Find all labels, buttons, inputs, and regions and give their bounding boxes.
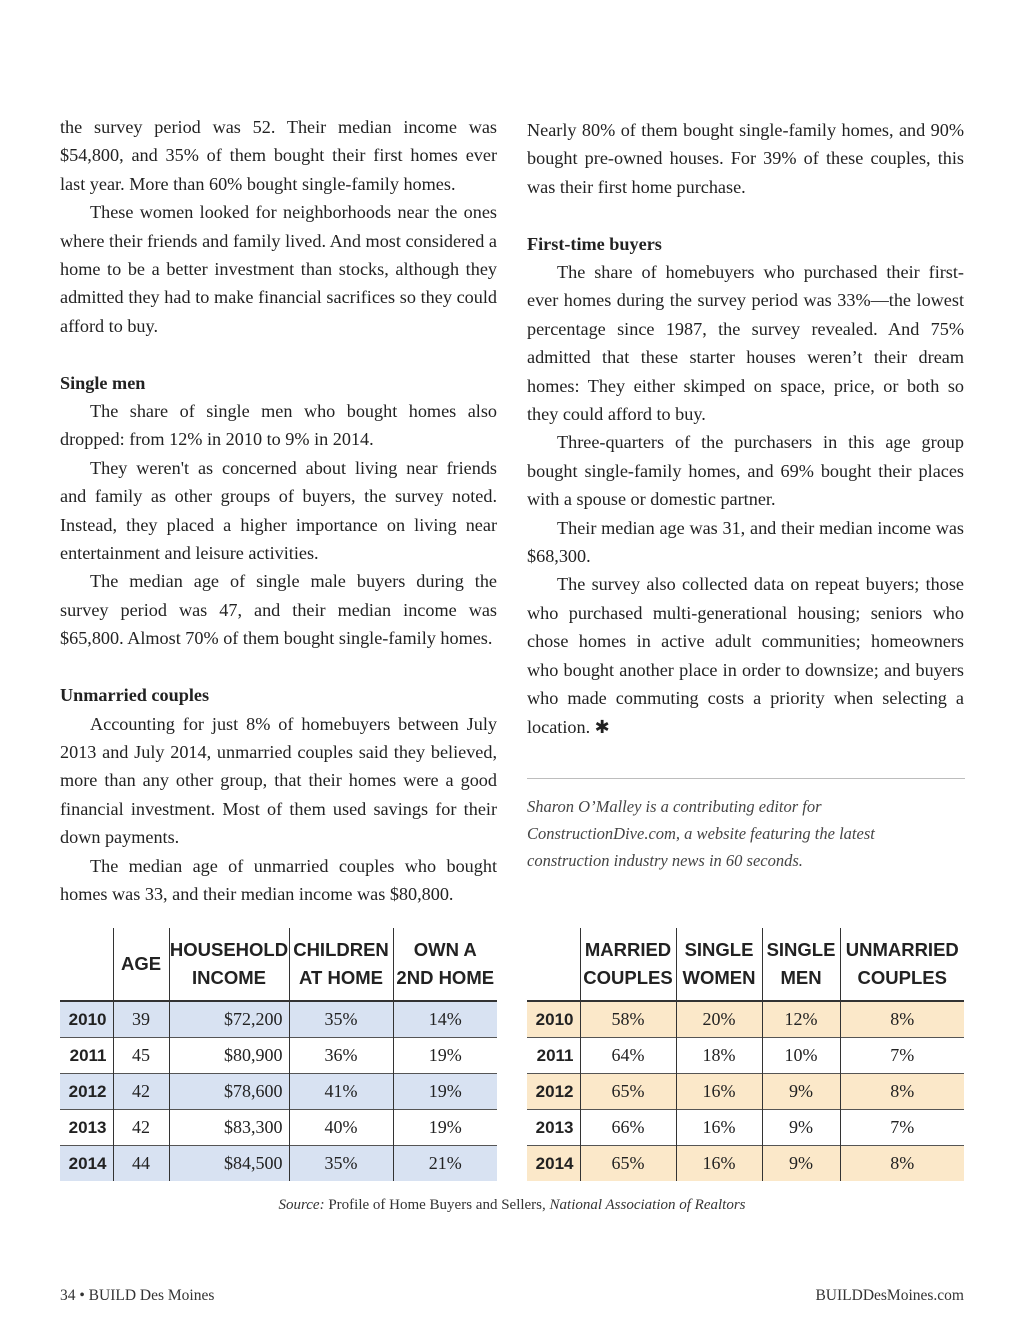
table-cell: 18% (676, 1038, 762, 1074)
table-cell: 8% (840, 1001, 964, 1038)
table-cell: $83,300 (169, 1110, 289, 1146)
table-cell: 12% (762, 1001, 840, 1038)
paragraph: Accounting for just 8% of homebuyers between July 2013 and July 2014, unmarried couples said they believed, more than any other group, that their homes were a good financial investment. Most of them used savings for their down payments. (60, 713, 497, 848)
footer-page-info: 34 • BUILD Des Moines (60, 1287, 215, 1304)
section-heading-first-time-buyers: First-time buyers (527, 233, 662, 254)
table-cell: 8% (840, 1074, 964, 1110)
table-cell: 7% (840, 1110, 964, 1146)
table-cell: 9% (762, 1110, 840, 1146)
table-row (527, 1146, 964, 1182)
year-cell: 2010 (60, 1001, 113, 1038)
column-header: SINGLE MEN (762, 928, 840, 1001)
table-cell: 21% (393, 1146, 497, 1182)
table-cell: 19% (393, 1110, 497, 1146)
table-cell: 66% (580, 1110, 676, 1146)
table-cell: 39 (113, 1001, 169, 1038)
table-cell: 7% (840, 1038, 964, 1074)
table-cell: $84,500 (169, 1146, 289, 1182)
left-text-column (60, 113, 497, 908)
table-row (527, 1074, 964, 1110)
table-cell: 64% (580, 1038, 676, 1074)
bio-line: ConstructionDive.com, a website featuring the latest (527, 824, 875, 843)
table-cell: 65% (580, 1074, 676, 1110)
paragraph: These women looked for neighborhoods near the ones where their friends and family lived. And most considered a home to be a better investment than stocks, although they admitted they had to make financial sacrifices so they could afford to buy. (60, 202, 497, 336)
table-cell: 41% (289, 1074, 393, 1110)
column-header: UNMARRIED COUPLES (840, 928, 964, 1001)
author-bio (527, 793, 967, 874)
table-cell: 65% (580, 1146, 676, 1182)
table-row (60, 1110, 497, 1146)
table-cell: 35% (289, 1146, 393, 1182)
paragraph: They weren't as concerned about living near friends and family as other groups of buyers, the survey noted. Instead, they placed a higher importance on living near entertainment and leisure activities. (60, 457, 497, 564)
table-cell: 40% (289, 1110, 393, 1146)
table-cell: 42 (113, 1074, 169, 1110)
table-cell: 35% (289, 1001, 393, 1038)
table-cell: $78,600 (169, 1074, 289, 1110)
table-cell: 19% (393, 1038, 497, 1074)
table-cell: 42 (113, 1110, 169, 1146)
paragraph: Their median age was 31, and their median income was $68,300. (527, 517, 964, 567)
paragraph: The median age of single male buyers during the survey period was 47, and their median income was $65,800. Almost 70% of them bought single-family homes. (60, 571, 497, 649)
paragraph: the survey period was 52. Their median income was $54,800, and 35% of them bought their first homes ever last year. More than 60% bought single-family homes. (60, 117, 497, 194)
table-cell: 58% (580, 1001, 676, 1038)
footer-website: BUILDDesMoines.com (815, 1287, 964, 1304)
table-cell: 14% (393, 1001, 497, 1038)
table-cell: 9% (762, 1146, 840, 1182)
table-cell: 9% (762, 1074, 840, 1110)
year-cell: 2013 (60, 1110, 113, 1146)
column-header: SINGLE WOMEN (676, 928, 762, 1001)
table-cell: 8% (840, 1146, 964, 1182)
year-header (527, 928, 580, 1001)
table-cell: 19% (393, 1074, 497, 1110)
paragraph: The share of homebuyers who purchased their first-ever homes during the survey period was 33%—the lowest percentage since 1987, the survey revealed. And 75% admitted that these starter houses weren’t their dream homes: They either skimped on space, price, or both so they could afford to buy. (527, 262, 964, 425)
year-cell: 2013 (527, 1110, 580, 1146)
table-row (60, 1001, 497, 1038)
year-cell: 2012 (527, 1074, 580, 1110)
year-cell: 2011 (60, 1038, 113, 1074)
year-header (60, 928, 113, 1001)
column-header: MARRIED COUPLES (580, 928, 676, 1001)
paragraph: Nearly 80% of them bought single-family homes, and 90% bought pre-owned houses. For 39% of these couples, this was their first home purchase. (527, 120, 964, 197)
table-source-note: Source: Profile of Home Buyers and Sellers, National Association of Realtors (278, 1197, 746, 1213)
section-heading-unmarried-couples: Unmarried couples (60, 685, 210, 706)
year-cell: 2014 (527, 1146, 580, 1182)
paragraph: The survey also collected data on repeat buyers; those who purchased multi-generational housing; seniors who chose homes in active adult communities; homeowners who bought another place in order to downsize; and buyers who made commuting costs a priority when selecting a location. ✱ (527, 574, 964, 737)
table-cell: 10% (762, 1038, 840, 1074)
table-cell: 44 (113, 1146, 169, 1182)
buyer-type-share-table (527, 928, 964, 1181)
year-cell: 2012 (60, 1074, 113, 1110)
table-cell: 16% (676, 1146, 762, 1182)
table-cell: $80,900 (169, 1038, 289, 1074)
table-cell: $72,200 (169, 1001, 289, 1038)
paragraph: The median age of unmarried couples who bought homes was 33, and their median income was $80,800. (60, 855, 497, 904)
bio-line: Sharon O’Malley is a contributing editor for (527, 797, 822, 816)
table-row (527, 1110, 964, 1146)
table-row (60, 1038, 497, 1074)
paragraph: The share of single men who bought homes also dropped: from 12% in 2010 to 9% in 2014. (60, 401, 497, 450)
table-cell: 20% (676, 1001, 762, 1038)
table-cell: 16% (676, 1110, 762, 1146)
table-cell: 36% (289, 1038, 393, 1074)
column-header: AGE (113, 928, 169, 1001)
table-row (60, 1074, 497, 1110)
table-row (60, 1146, 497, 1182)
table-row (527, 1001, 964, 1038)
column-header: OWN A 2ND HOME (393, 928, 497, 1001)
bio-line: construction industry news in 60 seconds. (527, 851, 803, 870)
column-header: CHILDREN AT HOME (289, 928, 393, 1001)
divider (527, 778, 965, 779)
paragraph: Three-quarters of the purchasers in this age group bought single-family homes, and 69% bought their places with a spouse or domestic partner. (527, 432, 964, 510)
year-cell: 2014 (60, 1146, 113, 1182)
table-cell: 45 (113, 1038, 169, 1074)
table-cell: 16% (676, 1074, 762, 1110)
year-cell: 2011 (527, 1038, 580, 1074)
column-header: HOUSEHOLD INCOME (169, 928, 289, 1001)
section-heading-single-men: Single men (60, 372, 146, 393)
table-row (527, 1038, 964, 1074)
right-text-column (527, 116, 964, 741)
home-buyer-stats-table (60, 928, 497, 1181)
year-cell: 2010 (527, 1001, 580, 1038)
